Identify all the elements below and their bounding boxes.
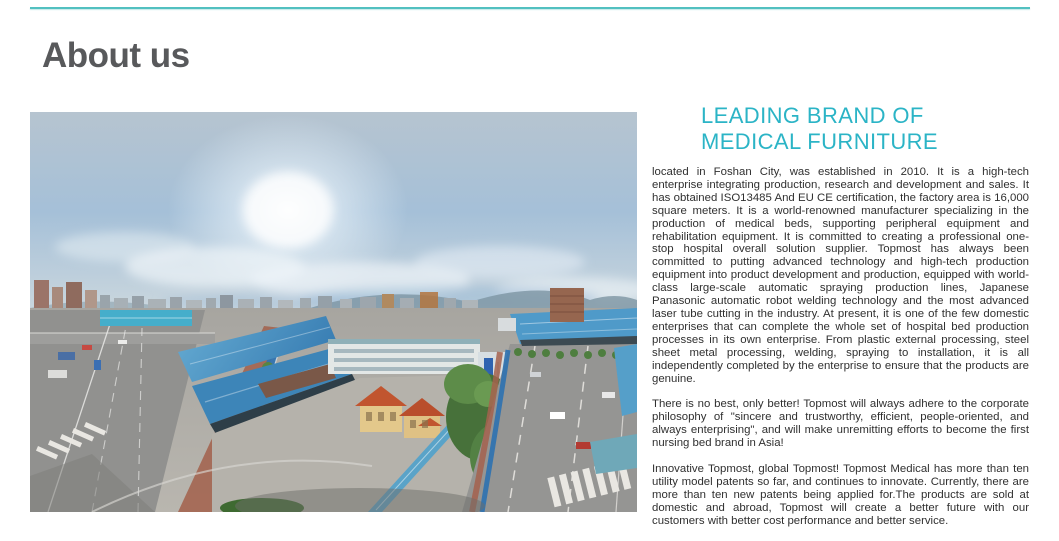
lead-heading-line2: MEDICAL FURNITURE (701, 128, 938, 154)
page-title: About us (42, 36, 190, 75)
about-paragraph-2: There is no best, only better! Topmost will always adhere to the corporate philosophy of "sincere and trustworthy, efficient, people-oriented, and always enterprising", and will make unremitting efforts to become the first nursing bed brand in Asia! (652, 398, 1029, 450)
about-paragraph-3: Innovative Topmost, global Topmost! Topmost Medical has more than ten utility model patents so far, and continues to innovate. Currently, there are more than ten new patents being applied for.The products are sold at domestic and abroad, Topmost will create a better future with our customers with better cost performance and better service. (652, 463, 1029, 527)
factory-panorama-image (30, 112, 637, 512)
about-section (652, 103, 1029, 541)
lead-heading (652, 103, 1029, 154)
about-paragraph-1: located in Foshan City, was established in 2010. It is a high-tech enterprise integrating production, research and development and sales. It has obtained ISO13485 And EU CE certification, the factory area is 16,000 square meters. It is a world-renowned manufacturer specializing in the production of medical beds, supporting peripheral equipment and rehabilitation equipment. It is committed to creating a professional one-stop hospital overall solution supplier. Topmost has always been committed to putting advanced technology and high-tech production equipment into product development and production, equipped with world-class large-scale automatic spraying production lines, Japanese Panasonic automatic robot welding technology and the most advanced laser tube cutting in the industry. At present, it is one of the few domestic enterprises that can complete the whole set of hospital bed production processes in its own enterprise. From plastic external processing, steel sheet metal processing, welding, spraying to installation, it is all independently completed by the enterprise to ensure that the products are genuine. (652, 166, 1029, 385)
lead-heading-line1: LEADING BRAND OF (701, 103, 924, 128)
top-accent-divider (30, 7, 1030, 9)
panorama-illustration (30, 112, 637, 512)
